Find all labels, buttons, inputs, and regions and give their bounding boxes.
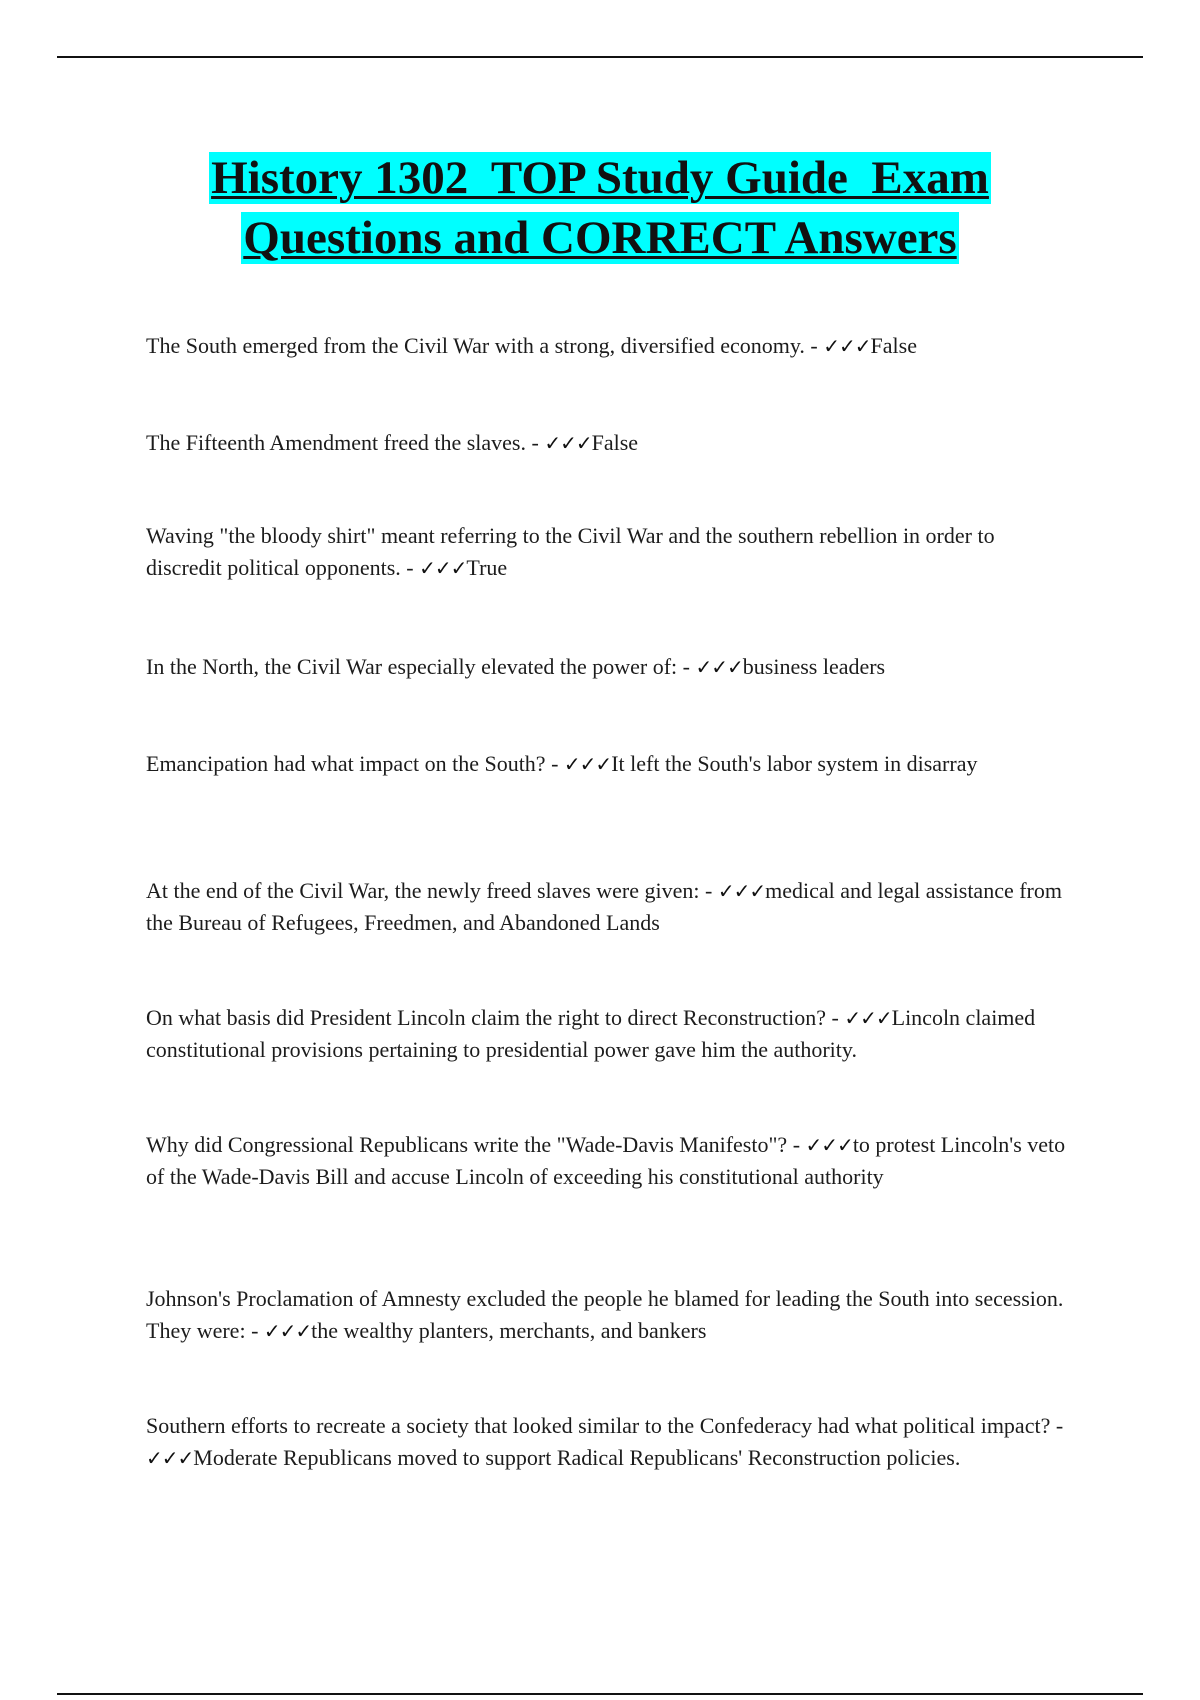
separator: - — [677, 654, 696, 679]
qa-item-4 — [146, 651, 1066, 683]
question-text: Southern efforts to recreate a society that looked similar to the Confederacy had what political impact? — [146, 1413, 1051, 1438]
separator: - — [699, 878, 718, 903]
separator: - — [400, 555, 420, 580]
qa-item-6 — [146, 875, 1066, 939]
question-text: On what basis did President Lincoln claim the right to direct Reconstruction? — [146, 1005, 827, 1030]
title-line-2: Questions and CORRECT Answers — [243, 212, 957, 264]
qa-item-2 — [146, 427, 1066, 459]
bottom-rule — [57, 1693, 1143, 1695]
separator: - — [1050, 1413, 1064, 1438]
question-text: Emancipation had what impact on the South? — [146, 751, 546, 776]
answer-text: Moderate Republicans moved to support Radical Republicans' Reconstruction policies. — [193, 1445, 961, 1470]
answer-text: medical and legal assistance from the Bureau of Refugees, Freedmen, and Abandoned Lands — [146, 878, 1062, 935]
checkmark-icon: ✓✓✓ — [419, 556, 467, 580]
question-text: Waving "the bloody shirt" meant referring to the Civil War and the southern rebellion in order to discredit political opponents. — [146, 523, 995, 580]
answer-text: True — [466, 555, 508, 580]
question-text: Johnson's Proclamation of Amnesty excluded the people he blamed for leading the South into secession. They were: — [146, 1286, 1064, 1343]
qa-item-1 — [146, 330, 1066, 362]
top-rule — [57, 56, 1143, 58]
checkmark-icon: ✓✓✓ — [717, 879, 766, 903]
answer-text: business leaders — [742, 654, 886, 679]
question-text: The South emerged from the Civil War with a strong, diversified economy. — [146, 333, 805, 358]
qa-item-10 — [146, 1410, 1066, 1474]
answer-text: False — [591, 430, 639, 455]
separator: - — [245, 1318, 264, 1343]
question-text: Why did Congressional Republicans write the "Wade-Davis Manifesto"? — [146, 1132, 788, 1157]
checkmark-icon: ✓✓✓ — [263, 1319, 312, 1343]
document-title — [100, 148, 1100, 268]
answer-text: the wealthy planters, merchants, and bankers — [311, 1318, 707, 1343]
answer-text: False — [870, 333, 917, 358]
checkmark-icon: ✓✓✓ — [563, 752, 612, 776]
separator: - — [787, 1132, 806, 1157]
checkmark-icon: ✓✓✓ — [544, 431, 592, 455]
checkmark-icon: ✓✓✓ — [146, 1446, 194, 1470]
checkmark-icon: ✓✓✓ — [844, 1006, 892, 1030]
separator: - — [545, 751, 564, 776]
checkmark-icon: ✓✓✓ — [805, 1133, 853, 1157]
qa-item-7 — [146, 1002, 1066, 1066]
answer-text: Lincoln claimed constitutional provisions pertaining to presidential power gave him the authority. — [146, 1005, 1036, 1062]
qa-item-8 — [146, 1129, 1066, 1193]
qa-item-9 — [146, 1283, 1066, 1347]
checkmark-icon: ✓✓✓ — [695, 655, 743, 679]
answer-text: It left the South's labor system in disarray — [611, 751, 978, 776]
separator: - — [804, 333, 824, 358]
question-text: The Fifteenth Amendment freed the slaves. — [146, 430, 526, 455]
separator: - — [826, 1005, 845, 1030]
answer-text: to protest Lincoln's veto of the Wade-Davis Bill and accuse Lincoln of exceeding his constitutional authority — [146, 1132, 1066, 1189]
checkmark-icon: ✓✓✓ — [823, 334, 871, 358]
qa-item-3 — [146, 520, 1066, 584]
separator: - — [526, 430, 545, 455]
question-text: At the end of the Civil War, the newly freed slaves were given: — [146, 878, 700, 903]
question-text: In the North, the Civil War especially elevated the power of: — [146, 654, 678, 679]
title-line-1: History 1302 TOP Study Guide Exam — [211, 152, 989, 204]
qa-item-5 — [146, 748, 1066, 780]
